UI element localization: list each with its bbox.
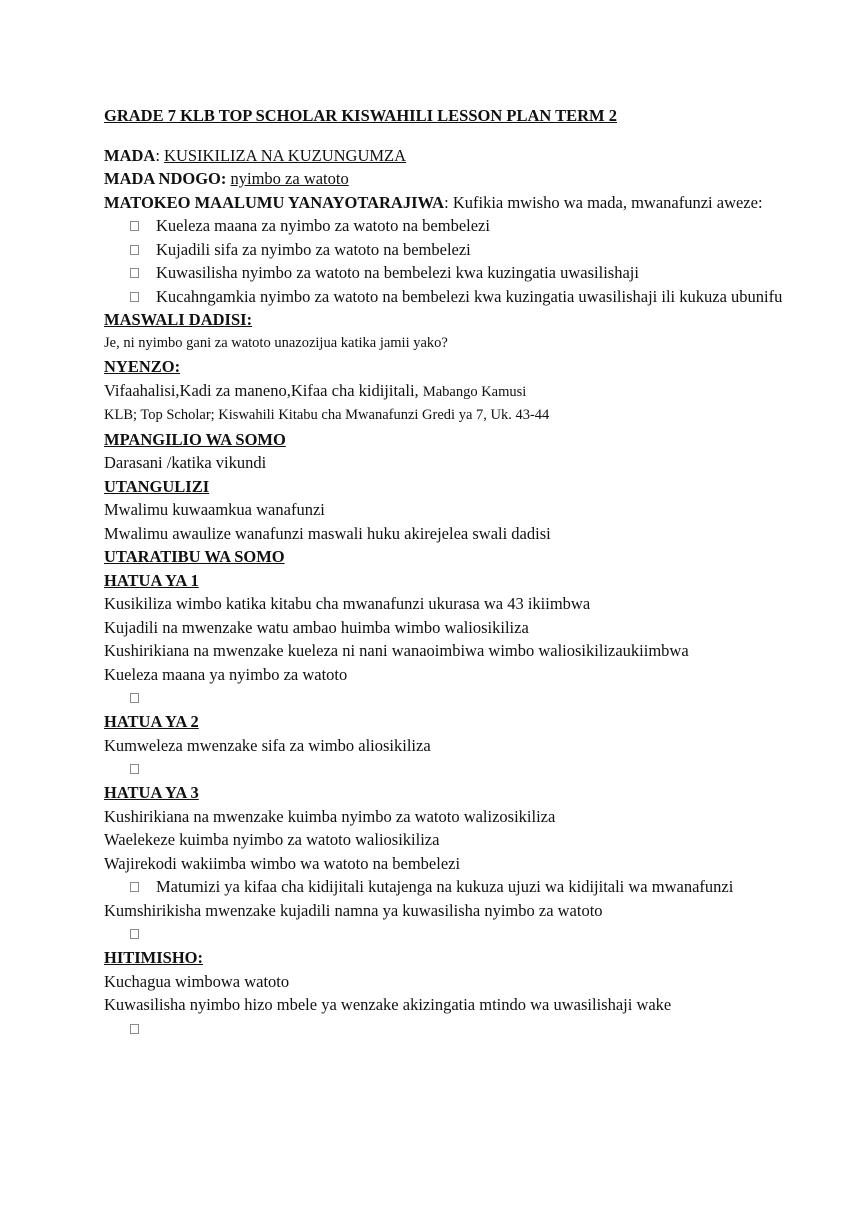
checkbox-icon [130,268,139,278]
maswali-text: Je, ni nyimbo gani za watoto unazozijua katika jamii yako? [104,334,448,351]
mada-ndogo-value: nyimbo za watoto [230,169,349,188]
mada-sep: : [155,145,165,165]
hatua1-heading: HATUA YA 1 [104,570,199,590]
empty-list-item [104,1017,784,1041]
mada-ndogo-line [104,167,784,191]
list-item [104,875,784,899]
checkbox-icon [130,1024,139,1034]
utangulizi-line: Mwalimu awaulize wanafunzi maswali huku akirejelea swali dadisi [104,523,551,543]
list-item [104,238,784,262]
hatua3-line: Wajirekodi wakiimba wimbo wa watoto na bembelezi [104,853,461,873]
matokeo-label: MATOKEO MAALUMU YANAYOTARAJIWA [104,192,445,212]
empty-list-item [104,686,784,710]
list-item-text: Kujadili sifa za nyimbo za watoto na bembelezi [156,239,471,259]
list-item [104,261,784,285]
hatua2-heading: HATUA YA 2 [104,712,199,731]
nyenzo-materials: Vifaahalisi,Kadi za maneno,Kifaa cha kidijitali, [104,380,423,400]
nyenzo-reference: KLB; Top Scholar; Kiswahili Kitabu cha Mwanafunzi Gredi ya 7, Uk. 43-44 [104,407,550,423]
checkbox-icon [130,693,139,703]
nyenzo-line-1 [104,379,784,405]
maswali-heading: MASWALI DADISI: [104,310,253,329]
hatua3-line: Kushirikiana na mwenzake kuimba nyimbo za watoto walizosikiliza [104,806,556,826]
utangulizi-line: Mwalimu kuwaamkua wanafunzi [104,500,325,519]
mpangilio-heading: MPANGILIO WA SOMO [104,429,286,449]
hitimisho-line: Kuchagua wimbowa watoto [104,971,290,991]
mada-ndogo-label: MADA NDOGO: [104,169,227,188]
checkbox-icon [130,929,139,939]
checkbox-icon [130,221,139,231]
hatua3-after: Kumshirikisha mwenzake kujadili namna ya kuwasilisha nyimbo za watoto [104,900,603,920]
hatua1-line: Kushirikiana na mwenzake kueleza ni nani wanaoimbiwa wimbo waliosikilizaukiimbwa [104,641,689,660]
hatua3-heading: HATUA YA 3 [104,783,199,802]
lesson-plan [104,104,784,1041]
list-item-text: Matumizi ya kifaa cha kidijitali kutajenga na kukuza ujuzi wa kidijitali wa mwanafunzi [156,877,734,896]
checkbox-icon [130,882,139,892]
nyenzo-heading: NYENZO: [104,357,181,376]
list-item-text: Kuwasilisha nyimbo za watoto na bembelezi kwa kuzingatia uwasilishaji [156,263,639,282]
nyenzo-materials-small: Mabango Kamusi [422,383,527,400]
hatua1-line: Kusikiliza wimbo katika kitabu cha mwanafunzi ukurasa wa 43 ikiimbwa [104,594,591,613]
checkbox-icon [130,764,139,774]
mada-line [104,144,784,168]
mpangilio-text: Darasani /katika vikundi [104,453,267,472]
hitimisho-line: Kuwasilisha nyimbo hizo mbele ya wenzake akizingatia mtindo wa uwasilishaji wake [104,995,672,1014]
hatua1-line: Kueleza maana ya nyimbo za watoto [104,664,348,684]
mada-value: KUSIKILIZA NA KUZUNGUMZA [164,145,407,165]
mada-label: MADA [104,145,156,165]
empty-list-item [104,922,784,946]
matokeo-text: : Kufikia mwisho wa mada, mwanafunzi aweze: [444,192,763,212]
list-item [104,214,784,238]
hatua2-line: Kumweleza mwenzake sifa za wimbo aliosikiliza [104,735,431,755]
utangulizi-heading: UTANGULIZI [104,476,210,496]
hitimisho-heading: HITIMISHO: [104,948,204,967]
list-item [104,285,784,309]
list-item-text: Kucahngamkia nyimbo za watoto na bembelezi kwa kuzingatia uwasilishaji ili kukuza ubunifu [156,286,783,306]
hatua1-line: Kujadili na mwenzake watu ambao huimba wimbo waliosikiliza [104,617,529,637]
matokeo-line [104,191,784,215]
list-item-text: Kueleza maana za nyimbo za watoto na bembelezi [156,216,490,235]
checkbox-icon [130,292,139,302]
hatua3-line: Waelekeze kuimba nyimbo za watoto waliosikiliza [104,830,440,849]
empty-list-item [104,757,784,781]
checkbox-icon [130,245,139,255]
document-title: GRADE 7 KLB TOP SCHOLAR KISWAHILI LESSON PLAN TERM 2 [104,106,617,125]
utaratibu-heading: UTARATIBU WA SOMO [104,547,285,566]
